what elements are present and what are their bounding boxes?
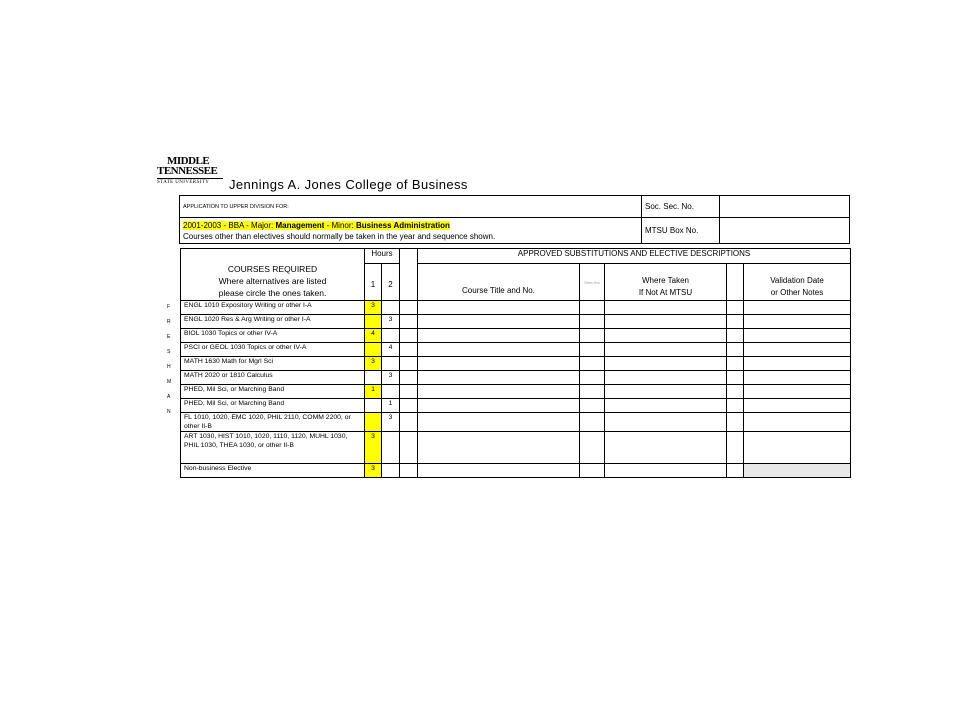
year2-hours (382, 464, 400, 478)
year2-hours (382, 357, 400, 371)
table-row (181, 371, 851, 385)
year1-hours (365, 343, 382, 357)
course-title-cell[interactable] (418, 432, 580, 464)
grade-cell[interactable] (400, 301, 418, 315)
where-taken-cell[interactable] (605, 432, 727, 464)
validation-cell[interactable] (744, 399, 851, 413)
side-letter: H (167, 364, 171, 370)
course-cell: MATH 2020 or 1810 Calculus (181, 371, 365, 385)
validation-cell[interactable] (744, 371, 851, 385)
sem-hrs-cell[interactable] (580, 385, 605, 399)
year1-hours: 1 (365, 385, 382, 399)
where-taken-header (605, 264, 727, 301)
validation-cell[interactable] (744, 301, 851, 315)
year2-hours: 3 (382, 413, 400, 432)
narrow-cell[interactable] (727, 399, 744, 413)
sem-hrs-cell[interactable] (580, 399, 605, 413)
validation-line1: Validation Date (770, 276, 824, 285)
course-title-cell[interactable] (418, 371, 580, 385)
side-letter: E (167, 334, 171, 340)
course-cell: ENGL 1010 Expository Writing or other I-A (181, 301, 365, 315)
logo-line2: TENNESSEE (157, 165, 218, 177)
validation-cell[interactable] (744, 413, 851, 432)
grade-cell[interactable] (400, 315, 418, 329)
side-letter: F (167, 304, 171, 310)
course-cell: PSCI or GEOL 1030 Topics or other IV-A (181, 343, 365, 357)
grade-cell[interactable] (400, 343, 418, 357)
year1-hours (365, 399, 382, 413)
year2-hours: 3 (382, 315, 400, 329)
validation-line2: or Other Notes (770, 288, 824, 297)
where-taken-cell[interactable] (605, 301, 727, 315)
narrow-cell[interactable] (727, 464, 744, 478)
box-label: MTSU Box No. (642, 218, 720, 244)
course-title-cell[interactable] (418, 329, 580, 343)
grade-cell[interactable] (400, 399, 418, 413)
program-cell (180, 218, 642, 244)
validation-cell[interactable] (744, 385, 851, 399)
grade-cell[interactable] (400, 413, 418, 432)
narrow-cell[interactable] (727, 385, 744, 399)
course-cell: ENGL 1020 Res & Arg Writing or other I-A (181, 315, 365, 329)
grade-cell[interactable] (400, 432, 418, 464)
narrow-cell[interactable] (727, 413, 744, 432)
table-row (181, 357, 851, 371)
logo-line3: STATE UNIVERSITY (157, 178, 223, 185)
approved-header: APPROVED SUBSTITUTIONS AND ELECTIVE DESCRIPTIONS (418, 249, 851, 264)
year1-label: 1 (370, 280, 376, 289)
alternatives-line2: please circle the ones taken. (218, 288, 327, 298)
year1-hours: 3 (365, 464, 382, 478)
course-cell: PHED, Mil Sci, or Marching Band (181, 385, 365, 399)
year1-header (365, 264, 382, 301)
where-taken-cell[interactable] (605, 343, 727, 357)
course-title-cell[interactable] (418, 301, 580, 315)
where-taken-cell[interactable] (605, 385, 727, 399)
table-row (181, 464, 851, 478)
sem-hrs-cell[interactable] (580, 432, 605, 464)
where-taken-cell[interactable] (605, 464, 727, 478)
sem-hrs-cell[interactable] (580, 413, 605, 432)
where-taken-line2: If Not At MTSU (638, 288, 693, 297)
course-cell: Non-business Elective (181, 464, 365, 478)
grade-cell[interactable] (400, 385, 418, 399)
table-row (181, 343, 851, 357)
course-cell: BIOL 1030 Topics or other IV-A (181, 329, 365, 343)
side-letter: N (167, 409, 171, 415)
table-row (181, 301, 851, 315)
college-title: Jennings A. Jones College of Business (229, 177, 468, 192)
side-letter: R (167, 319, 171, 325)
validation-cell[interactable] (744, 315, 851, 329)
sem-hrs-cell[interactable] (580, 464, 605, 478)
table-row (181, 399, 851, 413)
where-taken-cell[interactable] (605, 371, 727, 385)
year2-hours: 4 (382, 343, 400, 357)
where-taken-cell[interactable] (605, 357, 727, 371)
grade-cell[interactable] (400, 357, 418, 371)
narrow-cell[interactable] (727, 329, 744, 343)
year2-label: 2 (388, 280, 393, 289)
year1-hours (365, 413, 382, 432)
course-title-header: Course Title and No. (418, 264, 580, 301)
course-title-cell[interactable] (418, 385, 580, 399)
narrow-cell[interactable] (727, 357, 744, 371)
course-title-cell[interactable] (418, 343, 580, 357)
narrow-cell[interactable] (727, 343, 744, 357)
year2-header (382, 264, 400, 301)
narrow-cell[interactable] (727, 301, 744, 315)
course-title-cell[interactable] (418, 413, 580, 432)
sem-hrs-cell[interactable] (580, 343, 605, 357)
box-field[interactable] (720, 218, 850, 244)
minor-label: - Minor: (324, 220, 356, 230)
where-taken-cell[interactable] (605, 315, 727, 329)
courses-table (180, 248, 851, 478)
table-row (181, 329, 851, 343)
course-title-cell[interactable] (418, 464, 580, 478)
year2-hours (382, 385, 400, 399)
grade-cell[interactable] (400, 371, 418, 385)
course-cell: MATH 1630 Math for Mgrl Sci (181, 357, 365, 371)
sem-hrs-label: Sem Hrs (584, 280, 600, 285)
grade-cell[interactable] (400, 464, 418, 478)
year2-hours (382, 329, 400, 343)
table-row (181, 385, 851, 399)
grade-column-header (400, 249, 418, 301)
grade-cell[interactable] (400, 329, 418, 343)
table-row (181, 432, 851, 464)
where-taken-cell[interactable] (605, 413, 727, 432)
validation-cell[interactable] (744, 357, 851, 371)
courses-required-label: COURSES REQUIRED (227, 264, 318, 274)
narrow-cell[interactable] (727, 315, 744, 329)
courses-required-header (181, 249, 365, 301)
side-letter: M (167, 379, 172, 385)
where-taken-cell[interactable] (605, 329, 727, 343)
validation-cell[interactable] (744, 464, 851, 478)
year1-hours: 3 (365, 301, 382, 315)
course-title-cell[interactable] (418, 315, 580, 329)
year2-hours: 3 (382, 371, 400, 385)
narrow-cell[interactable] (727, 432, 744, 464)
year1-hours (365, 371, 382, 385)
validation-header (744, 264, 851, 301)
col-narrow-header (727, 264, 744, 301)
sem-hrs-cell[interactable] (580, 301, 605, 315)
sem-hrs-cell[interactable] (580, 329, 605, 343)
course-cell: FL 1010, 1020, EMC 1020, PHIL 2110, COMM 2200, or other II-B (181, 413, 365, 432)
ssn-label: Soc. Sec. No. (642, 196, 720, 218)
sequence-note: Courses other than electives should normally be taken in the year and sequence shown. (183, 231, 496, 241)
sem-hrs-header (580, 264, 605, 301)
year2-hours (382, 301, 400, 315)
year1-hours: 3 (365, 432, 382, 464)
ssn-field[interactable] (720, 196, 850, 218)
year1-hours: 3 (365, 357, 382, 371)
university-logo (157, 156, 223, 192)
application-label: APPLICATION TO UPPER DIVISION FOR: (180, 196, 642, 218)
narrow-cell[interactable] (727, 371, 744, 385)
validation-cell[interactable] (744, 329, 851, 343)
year2-hours: 1 (382, 399, 400, 413)
alternatives-line1: Where alternatives are listed (218, 276, 327, 286)
hours-header: Hours (365, 249, 400, 264)
program-prefix: 2001-2003 - BBA - Major: (183, 220, 276, 230)
table-row (181, 315, 851, 329)
major-name: Management (275, 220, 325, 230)
year1-hours (365, 315, 382, 329)
logo-line1: MIDDLE (167, 155, 210, 167)
where-taken-line1: Where Taken (642, 276, 689, 285)
course-title-cell[interactable] (418, 399, 580, 413)
side-letter: A (167, 394, 171, 400)
table-row (181, 413, 851, 432)
course-title-cell[interactable] (418, 357, 580, 371)
course-cell: ART 1030, HIST 1010, 1020, 1110, 1120, MUHL 1030, PHIL 1030, THEA 1030, or other II-B (181, 432, 365, 464)
validation-cell[interactable] (744, 432, 851, 464)
sem-hrs-cell[interactable] (580, 371, 605, 385)
course-cell: PHED, Mil Sci, or Marching Band (181, 399, 365, 413)
side-letter: S (167, 349, 171, 355)
year1-hours: 4 (365, 329, 382, 343)
sem-hrs-cell[interactable] (580, 315, 605, 329)
validation-cell[interactable] (744, 343, 851, 357)
where-taken-cell[interactable] (605, 399, 727, 413)
minor-name: Business Administration (355, 220, 450, 230)
sem-hrs-cell[interactable] (580, 357, 605, 371)
year2-hours (382, 432, 400, 464)
application-header-table (179, 195, 850, 244)
